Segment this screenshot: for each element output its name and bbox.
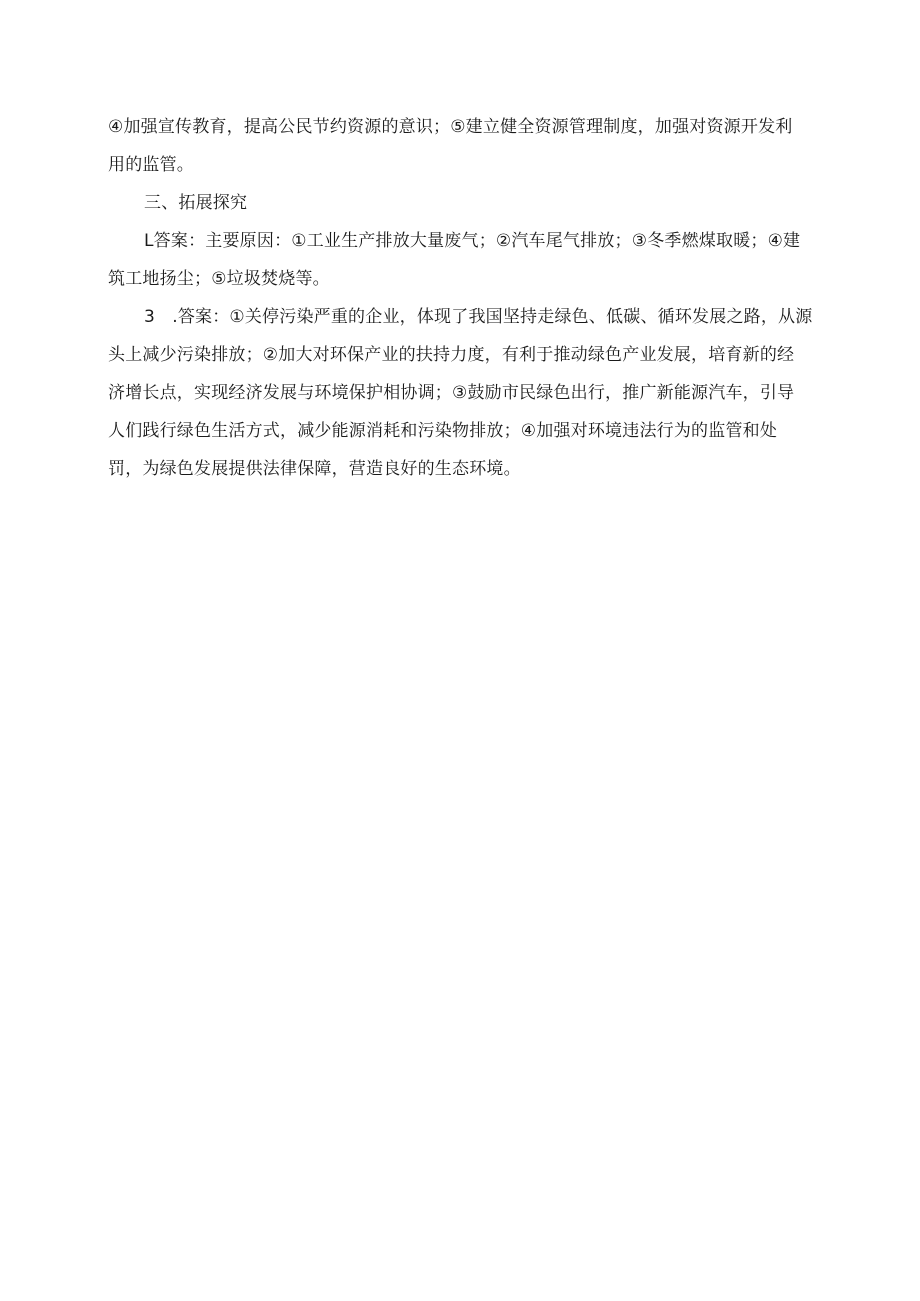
answer-3-line: 罚，为绿色发展提供法律保障，营造良好的生态环境。 (108, 459, 521, 479)
paragraph-line: ④加强宣传教育，提高公民节约资源的意识；⑤建立健全资源管理制度，加强对资源开发利 (108, 117, 793, 137)
section-heading: 三、拓展探究 (144, 193, 248, 213)
answer-3-line: 济增长点，实现经济发展与环境保护相协调；③鼓励市民绿色出行，推广新能源汽车，引导 (108, 383, 795, 403)
answer-1-line: 筑工地扬尘；⑤垃圾焚烧等。 (108, 269, 330, 289)
paragraph-line: 用的监管。 (108, 155, 194, 175)
answer-3-line: 头上减少污染排放；②加大对环保产业的扶持力度，有利于推动绿色产业发展，培育新的经 (108, 345, 795, 365)
answer-1-line: L答案：主要原因：①工业生产排放大量废气；②汽车尾气排放；③冬季燃煤取暖；④建 (144, 231, 801, 251)
answer-3-line: 3 .答案：①关停污染严重的企业，体现了我国坚持走绿色、低碳、循环发展之路，从源 (144, 307, 813, 327)
answer-3-line: 人们践行绿色生活方式，减少能源消耗和污染物排放；④加强对环境违法行为的监管和处 (108, 421, 778, 441)
